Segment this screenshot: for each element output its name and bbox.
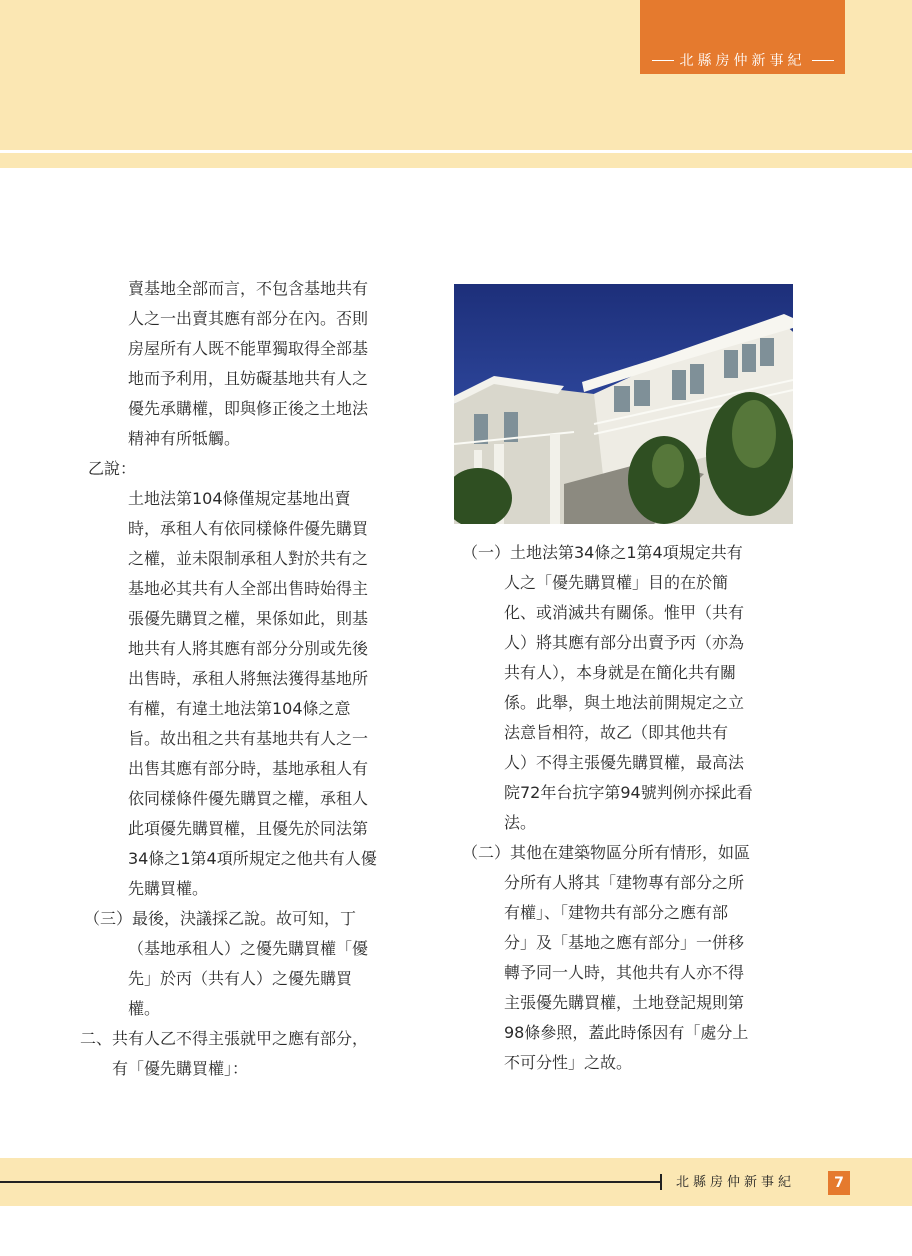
footer-rule [0, 1181, 662, 1183]
text-line: 之權，並未限制承租人對於共有之 [128, 549, 369, 568]
text-line: 有權，有違土地法第104條之意 [128, 699, 351, 718]
text-line: 人之「優先購買權」目的在於簡 [504, 573, 729, 592]
list-item-heading: （二）其他在建築物區分所有情形，如區 [462, 843, 751, 862]
list-item-heading: （一）土地法第34條之1第4項規定共有 [462, 543, 743, 562]
text-line: 法意旨相符，故乙（即其他共有 [504, 723, 729, 742]
text-line: 共有人），本身就是在簡化共有關 [504, 663, 737, 682]
text-line: 院72年台抗字第94號判例亦採此看 [504, 783, 753, 802]
right-text-column [462, 538, 802, 1078]
header-running-title [640, 48, 845, 72]
text-line: 出售其應有部分時，基地承租人有 [128, 759, 369, 778]
page-number: 7 [828, 1171, 850, 1195]
house-photo [454, 284, 793, 524]
section-label: 乙說： [88, 459, 137, 478]
text-line: 地共有人將其應有部分分別或先後 [128, 639, 369, 658]
text-line: 房屋所有人既不能單獨取得全部基 [128, 339, 369, 358]
header-stripe [0, 150, 912, 168]
text-line: 賣基地全部而言，不包含基地共有 [128, 279, 369, 298]
footer-running-title: 北縣房仲新事紀 [676, 1175, 796, 1190]
text-line: 有權」、「建物共有部分之應有部 [504, 903, 729, 922]
text-line: （基地承租人）之優先購買權「優 [128, 939, 369, 958]
text-line: 精神有所牴觸。 [128, 429, 241, 448]
text-line: 係。此舉，與土地法前開規定之立 [504, 693, 745, 712]
text-line: 先購買權。 [128, 879, 209, 898]
text-line: 先」於丙（共有人）之優先購買 [128, 969, 353, 988]
text-line: 基地必其共有人全部出售時始得主 [128, 579, 369, 598]
text-line: 出售時，承租人將無法獲得基地所 [128, 669, 369, 688]
text-line: 98條參照，蓋此時係因有「處分上 [504, 1023, 749, 1042]
text-line: 依同樣條件優先購買之權，承租人 [128, 789, 369, 808]
text-line: 人）將其應有部分出賣予丙（亦為 [504, 633, 745, 652]
text-line: 法。 [504, 813, 537, 832]
text-line: 土地法第104條僅規定基地出賣 [128, 489, 351, 508]
text-line: 分」及「基地之應有部分」一併移 [504, 933, 745, 952]
text-line: 不可分性」之故。 [504, 1053, 633, 1072]
text-line: 主張優先購買權，土地登記規則第 [504, 993, 745, 1012]
text-line: 此項優先購買權，且優先於同法第 [128, 819, 369, 838]
left-text-column [80, 274, 420, 1084]
text-line: 人）不得主張優先購買權，最高法 [504, 753, 745, 772]
text-line: 有「優先購買權」： [112, 1059, 249, 1078]
list-item-heading: （三）最後，決議採乙說。故可知，丁 [84, 909, 357, 928]
text-line: 34條之1第4項所規定之他共有人優 [128, 849, 377, 868]
footer-rule-tick [660, 1174, 662, 1190]
text-line: 優先承購權，即與修正後之土地法 [128, 399, 369, 418]
text-line: 張優先購買之權，果係如此，則基 [128, 609, 369, 628]
text-line: 權。 [128, 999, 161, 1018]
text-line: 分所有人將其「建物專有部分之所 [504, 873, 745, 892]
text-line: 人之一出賣其應有部分在內。否則 [128, 309, 369, 328]
list-item-heading: 二、共有人乙不得主張就甲之應有部分， [80, 1029, 369, 1048]
text-line: 化、或消滅共有關係。惟甲（共有 [504, 603, 745, 622]
text-line: 時，承租人有依同樣條件優先購買 [128, 519, 369, 538]
text-line: 旨。故出租之共有基地共有人之一 [128, 729, 369, 748]
text-line: 轉予同一人時，其他共有人亦不得 [504, 963, 745, 982]
header-rule-right [812, 60, 834, 61]
header-title-text: 北縣房仲新事紀 [679, 53, 806, 69]
header-rule-left [652, 60, 674, 61]
text-line: 地而予利用，且妨礙基地共有人之 [128, 369, 369, 388]
